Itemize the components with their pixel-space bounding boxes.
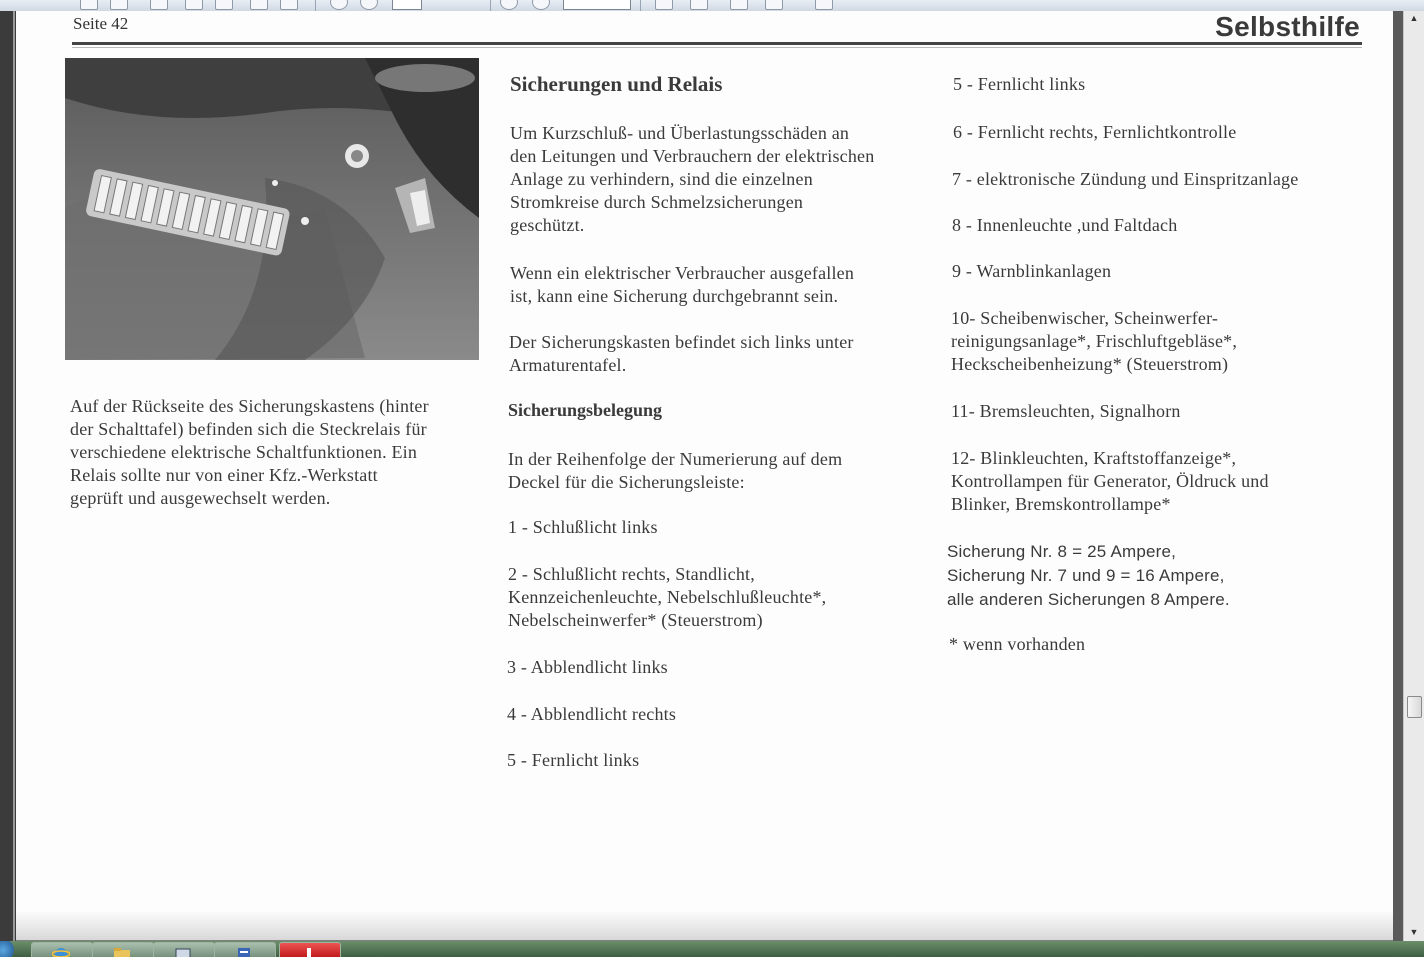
toolbar-button[interactable] [185,0,203,10]
taskbar-window[interactable] [153,942,215,957]
internet-explorer-icon [52,946,70,957]
vertical-scrollbar[interactable] [1403,11,1424,941]
fuse-box-photo-icon [65,58,479,360]
zoom-select[interactable] [563,0,631,10]
scroll-thumb[interactable] [1407,696,1422,718]
fuse-item: 12- Blinkleuchten, Kraftstoffanzeige*, Kontrollampen für Generator, Öldruck und Blinker, Bremskontrollampe* [951,448,1269,514]
toolbar-button[interactable] [815,0,833,10]
section-title: Selbsthilfe [1215,11,1360,42]
header-rule [72,42,1362,45]
toolbar-separator [315,0,316,11]
toolbar-button[interactable] [215,0,233,10]
zoom-out-button[interactable] [330,0,348,10]
document-viewer-icon [235,946,253,957]
window-icon [174,946,192,957]
document-page [16,11,1393,940]
toolbar-button[interactable] [280,0,298,10]
page-gap [1393,11,1403,941]
fuse-item: 10- Scheibenwischer, Scheinwerfer- reinigungsanlage*, Frischluftgebläse*, Heckscheibenheizung* (Steuerstrom) [951,308,1238,374]
taskbar-document-viewer[interactable] [214,942,276,957]
zoom-in-button[interactable] [360,0,378,10]
fuses-heading: Sicherungen und Relais [510,72,723,96]
location-paragraph: Der Sicherungskasten befindet sich links unter Armaturentafel. [509,332,854,375]
amperage-note: Sicherung Nr. 8 = 25 Ampere, Sicherung Nr. 7 und 9 = 16 Ampere, alle anderen Sicherungen 8 Ampere. [947,542,1230,609]
fuse-item: 7 - elektronische Zündung und Einspritzanlage [952,169,1299,189]
scroll-down-arrow-icon[interactable]: ▼ [1409,927,1419,937]
taskbar [0,941,1424,957]
window-left-border [0,11,16,941]
fuse-item: 9 - Warnblinkanlagen [952,261,1112,281]
header-rule-thin [72,47,1362,48]
folder-icon [113,946,131,957]
pdf-icon [300,946,318,957]
scroll-up-arrow-icon[interactable]: ▲ [1409,13,1419,23]
page-number-input[interactable] [392,0,422,10]
toolbar-button[interactable] [765,0,783,10]
fuse-item: 6 - Fernlicht rechts, Fernlichtkontrolle [953,122,1237,142]
fuse-assignment-heading: Sicherungsbelegung [508,400,663,420]
previous-page-button[interactable] [500,0,518,10]
toolbar-button[interactable] [150,0,168,10]
numbering-paragraph: In der Reihenfolge der Numerierung auf dem Deckel für die Sicherungsleiste: [508,449,843,492]
fuse-item: 5 - Fernlicht links [507,750,640,770]
footnote: * wenn vorhanden [949,634,1086,654]
fuse-item: 1 - Schlußlicht links [508,517,658,537]
start-orb-icon[interactable] [0,941,14,957]
taskbar-pdf-reader[interactable] [279,942,341,957]
fuse-item: 3 - Abblendlicht links [507,657,668,677]
page-number: Seite 42 [73,14,129,33]
fuse-box-photo [65,58,479,360]
fuse-item: 4 - Abblendlicht rechts [507,704,677,724]
toolbar-button[interactable] [655,0,673,10]
toolbar-button[interactable] [690,0,708,10]
intro-paragraph: Um Kurzschluß- und Überlastungsschäden an den Leitungen und Verbrauchern der elektrischen Anlage zu verhindern, sind die einzelnen Stromkreise durch Schmelzsicherungen geschützt. [510,123,875,235]
taskbar-internet-explorer[interactable] [31,942,93,957]
fuse-item: 2 - Schlußlicht rechts, Standlicht, Kennzeichenleuchte, Nebelschlußleuchte*, Nebelscheinwerfer* (Steuerstrom) [508,564,827,630]
failure-paragraph: Wenn ein elektrischer Verbraucher ausgefallen ist, kann eine Sicherung durchgebrannt sein. [510,263,855,306]
toolbar-separator [640,0,641,11]
page-bottom-shadow [16,912,1393,940]
next-page-button[interactable] [532,0,550,10]
toolbar-button[interactable] [250,0,268,10]
taskbar-explorer[interactable] [92,942,154,957]
toolbar-button[interactable] [80,0,98,10]
toolbar-separator [490,0,491,11]
relay-note: Auf der Rückseite des Sicherungskastens (hinter der Schalttafel) befinden sich die Steckrelais für verschiedene elektrische Schaltfunktionen. Ein Relais sollte nur von einer Kfz.-Werkstatt geprüft und ausgewechselt werden. [70,396,429,508]
fuse-item: 8 - Innenleuchte ,und Faltdach [952,215,1178,235]
toolbar-button[interactable] [730,0,748,10]
fuse-item: 5 - Fernlicht links [953,74,1086,94]
toolbar-button[interactable] [110,0,128,10]
fuse-item: 11- Bremsleuchten, Signalhorn [951,401,1181,421]
